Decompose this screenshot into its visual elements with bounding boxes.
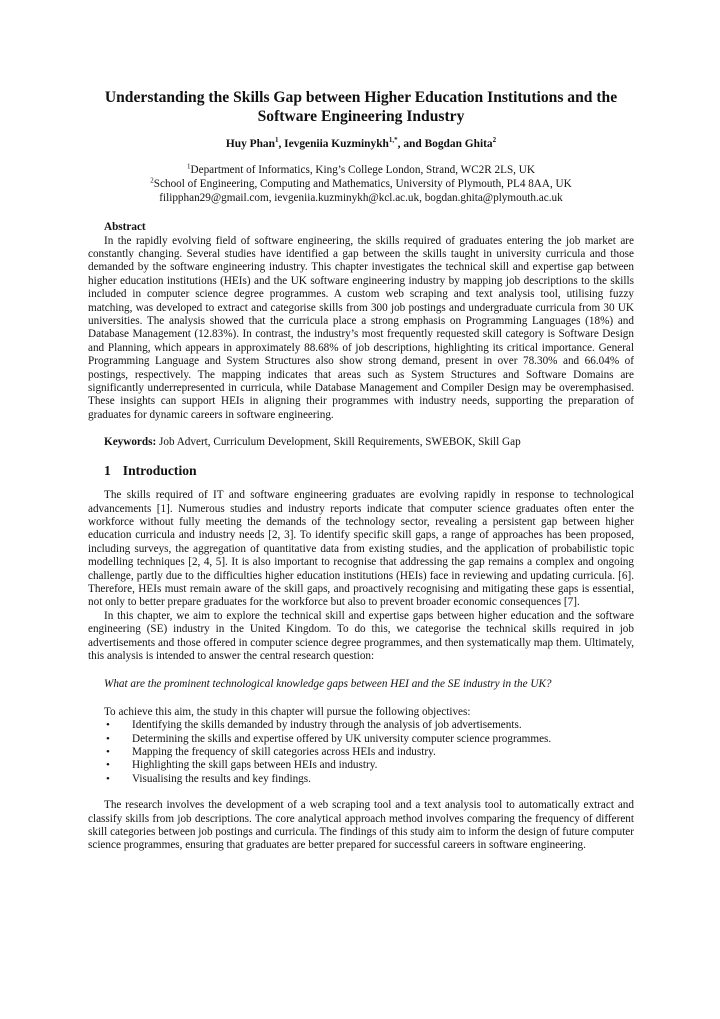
affiliation-mark: 2 (150, 176, 154, 185)
paper-page (88, 88, 634, 853)
affiliation-text: School of Engineering, Computing and Mathematics, University of Plymouth, PL4 8AA, UK (153, 178, 572, 190)
author-separator: , and (397, 138, 425, 150)
section-heading (88, 464, 634, 477)
author-name: Ievgeniia Kuzminykh (284, 138, 389, 150)
list-item: • Highlighting the skill gaps between HEIs and industry. (118, 759, 634, 772)
list-item: • Identifying the skills demanded by industry through the analysis of job advertisements. (118, 719, 634, 732)
author-emails: filipphan29@gmail.com, ievgeniia.kuzminykh@kcl.ac.uk, bogdan.ghita@plymouth.ac.uk (159, 191, 563, 204)
author-name: Huy Phan (225, 138, 275, 150)
keywords-label: Keywords: (104, 436, 157, 449)
objectives-intro: To achieve this aim, the study in this chapter will pursue the following objectives: (104, 705, 471, 718)
abstract-text: In the rapidly evolving field of software engineering, the skills required of graduates entering the job market are constantly changing. Several studies have identified a gap between the skills taught in university curricula and those demanded by the software engineering industry. This chapter investigates the technical skill and expertise gap between higher education institutions (HEIs) and the UK software engineering industry by mapping job descriptions to the skills included in computer science degree programmes. A custom web scraping and text analysis tool, utilising fuzzy matching, was developed to extract and categorise skills from 300 job postings and undergraduate curricula from 30 UK universities. The analysis showed that the curricula place a strong emphasis on Programming Languages (18%) and Database Management (12.83%). In contrast, the industry’s most frequently requested skill category is Software Design and Planning, which appears in approximately 88.68% of job descriptions, highlighting its critical importance. General Programming Language and System Structures also show strong demand, present in over 78.30% and 66.04% of postings, respectively. The mapping indicates that areas such as System Structures and Software Domains are significantly underrepresented in curricula, while Database Management and Compiler Design may be overemphasised. These insights can support HEIs in aligning their programmes with industry needs, supporting the preparation of graduates for dynamic careers in software engineering. (88, 234, 634, 421)
objectives-list (88, 719, 634, 786)
affiliation-mark: 1 (187, 162, 191, 171)
list-item: • Determining the skills and expertise offered by UK university computer science programmes. (118, 733, 634, 746)
section-title: Introduction (122, 462, 197, 478)
author-separator: , (278, 138, 285, 150)
author-list (88, 138, 634, 151)
author-affiliation-mark: 2 (492, 136, 497, 145)
spacer (88, 786, 634, 799)
paper-title: Understanding the Skills Gap between Higher Education Institutions and the Software Engineering Industry (104, 89, 618, 125)
intro-paragraph: The skills required of IT and software engineering graduates are evolving rapidly in response to technological advancements [1]. Numerous studies and industry reports indicate that computer science graduates often enter the workforce without fully meeting the demands of the technology sector, revealing a persistent gap between higher education curricula and industry needs [2, 3]. To identify specific skill gaps, a range of approaches has been proposed, including surveys, the aggregation of quantitative data from existing studies, and the application of probabilistic topic modelling techniques [2, 4, 5]. It is also important to recognise that addressing the gap remains a complex and ongoing challenge, partly due to the difficulties higher education institutions (HEIs) face in reviewing and updating curricula. [6]. Therefore, HEIs must remain aware of the skill gaps, and proactively recognising and mitigating these gaps is essential, not only to better prepare graduates for the workforce but also to prevent broader economic consequences [7]. (88, 489, 634, 609)
intro-paragraph: In this chapter, we aim to explore the technical skill and expertise gaps between higher education and the software engineering (SE) industry in the United Kingdom. To do this, we categorise the technical skills required in job advertisements and those offered in computer science degree programmes, and then systematically map them. Ultimately, this analysis is intended to answer the central research question: (88, 609, 634, 662)
affiliations (88, 164, 634, 205)
affiliation-text: Department of Informatics, King’s College London, Strand, WC2R 2LS, UK (190, 164, 535, 177)
section-number: 1 (104, 462, 111, 478)
abstract-heading: Abstract (104, 221, 146, 234)
affiliation-line (88, 178, 634, 192)
keywords (88, 436, 634, 449)
research-question: What are the prominent technological knowledge gaps between HEI and the SE industry in the UK? (104, 678, 552, 691)
list-item: • Mapping the frequency of skill categories across HEIs and industry. (118, 746, 634, 759)
author-affiliation-mark: 1 (274, 136, 279, 145)
author-name: Bogdan Ghita (424, 138, 493, 150)
affiliation-line (88, 164, 634, 178)
closing-paragraph: The research involves the development of a web scraping tool and a text analysis tool to automatically extract and classify skills from job descriptions. The core analytical approach method involves comparing the frequency of different skill categories between job postings and curricula. The findings of this study aim to inform the design of future computer science programmes, ensuring that graduates are better prepared for successful careers in software engineering. (88, 799, 634, 852)
list-item: • Visualising the results and key findings. (118, 773, 634, 786)
author-affiliation-mark: 1,* (388, 136, 398, 145)
keywords-text: Job Advert, Curriculum Development, Skill Requirements, SWEBOK, Skill Gap (156, 436, 521, 449)
